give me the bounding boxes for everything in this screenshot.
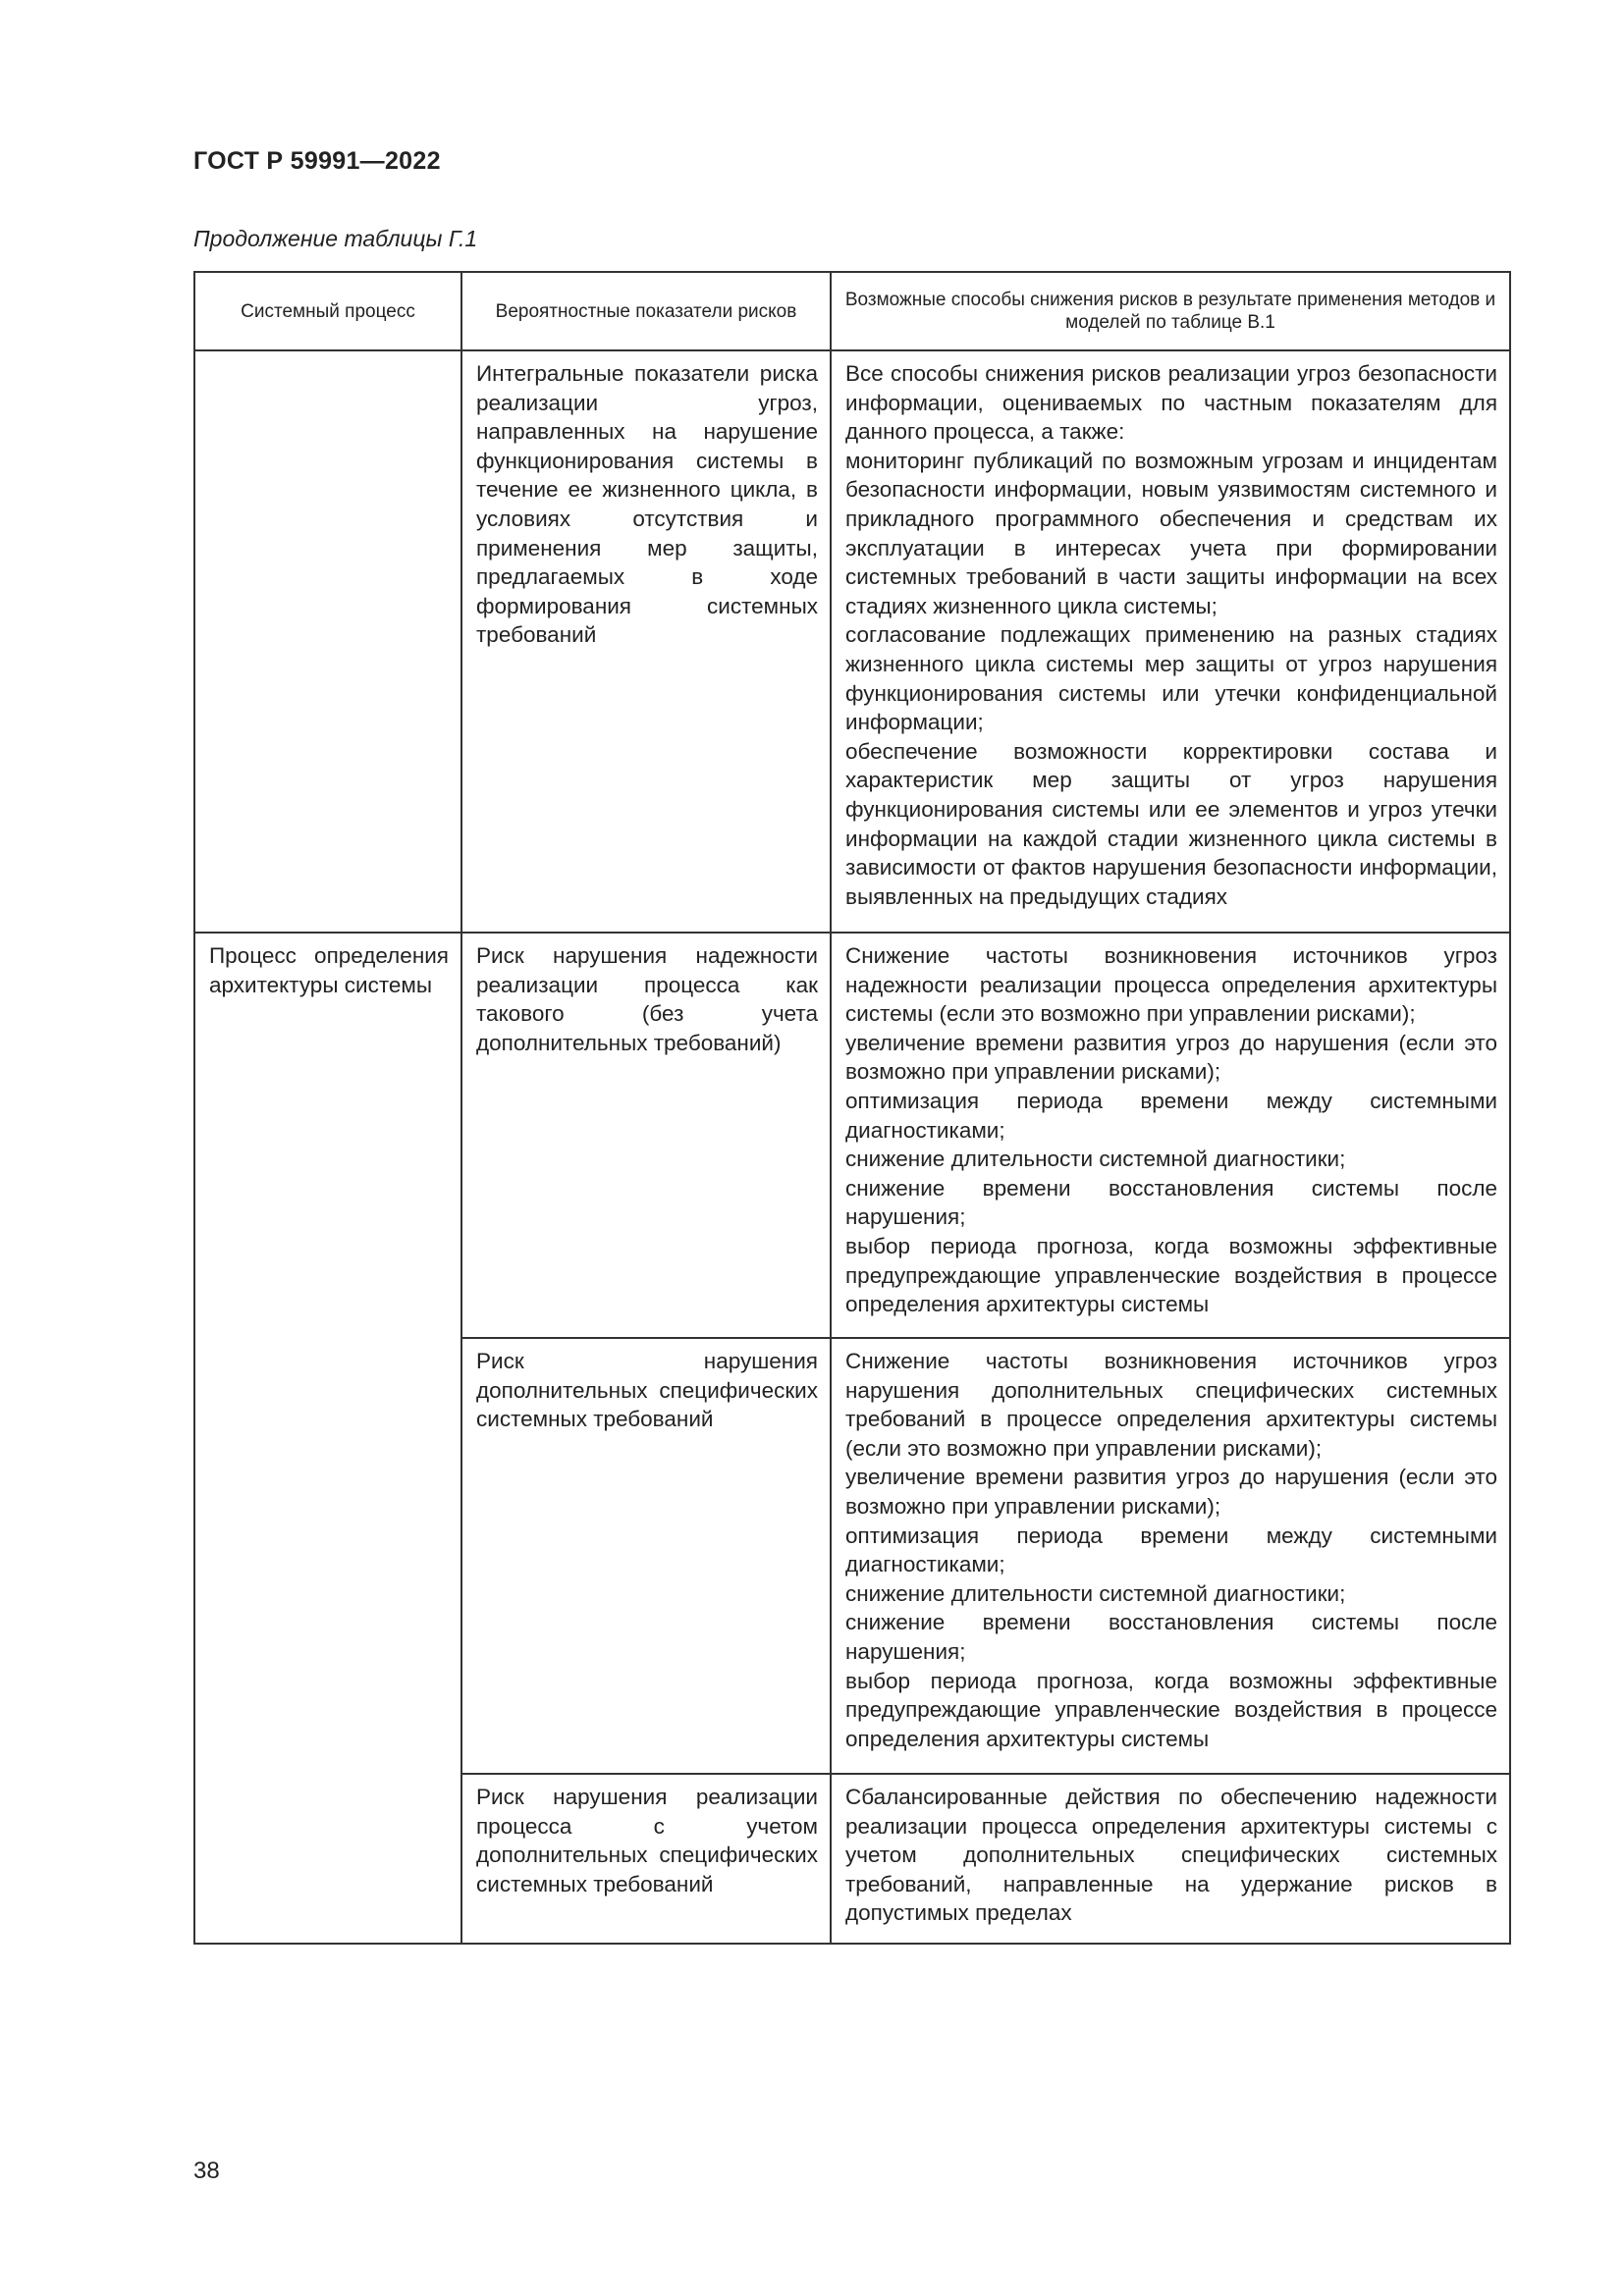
method-item: мониторинг публикаций по возможным угрозам и инцидентам безопасности информации, новым уязвимостям системного и прикладного программного обеспечения и средствам их эксплуатации в интересах учета при формировании системных требований в части защиты информации на всех стадиях жизненного цикла системы; bbox=[845, 448, 1497, 618]
indicator-cell: Интегральные показатели риска реализации угроз, направленных на нарушение функционирования системы в течение ее жизненного цикла, в условиях отсутствия и применения мер защиты, предлагаемых в ходе формирования системных требований bbox=[461, 350, 831, 933]
risk-table bbox=[193, 271, 1511, 1945]
method-item: Снижение частоты возникновения источников угроз нарушения дополнительных специфических системных требований в процессе определения архитектуры системы (если это возможно при управлении рисками); bbox=[845, 1349, 1497, 1461]
process-cell bbox=[194, 350, 461, 933]
method-item: оптимизация периода времени между системными диагностиками; bbox=[845, 1088, 1497, 1143]
method-item: снижение длительности системной диагностики; bbox=[845, 1580, 1346, 1606]
indicator-cell: Риск нарушения дополнительных специфических системных требований bbox=[461, 1338, 831, 1774]
method-item: согласование подлежащих применению на разных стадиях жизненного цикла системы мер защиты от угроз нарушения функционирования системы или утечки конфиденциальной информации; bbox=[845, 622, 1497, 735]
table-header-row bbox=[194, 272, 1510, 350]
table-row bbox=[194, 350, 1510, 933]
method-item: увеличение времени развития угроз до нарушения (если это возможно при управлении рисками); bbox=[845, 1465, 1497, 1519]
method-item: снижение времени восстановления системы после нарушения; bbox=[845, 1175, 1497, 1230]
method-item: Снижение частоты возникновения источников угроз надежности реализации процесса определения архитектуры системы (если это возможно при управлении рисками); bbox=[845, 943, 1497, 1027]
method-item: снижение длительности системной диагностики; bbox=[845, 1147, 1346, 1172]
method-item: снижение времени восстановления системы после нарушения; bbox=[845, 1610, 1497, 1664]
method-item: оптимизация периода времени между системными диагностиками; bbox=[845, 1522, 1497, 1577]
method-item: обеспечение возможности корректировки состава и характеристик мер защиты от угроз нарушения функционирования системы или ее элементов и угроз утечки информации на каждой стадии жизненного цикла системы в зависимости от фактов нарушения безопасности информации, выявленных на предыдущих стадиях bbox=[845, 738, 1497, 909]
document-code: ГОСТ Р 59991—2022 bbox=[193, 147, 441, 175]
method-item: увеличение времени развития угроз до нарушения (если это возможно при управлении рисками); bbox=[845, 1030, 1497, 1085]
method-item: Все способы снижения рисков реализации угроз безопасности информации, оцениваемых по частным показателям для данного процесса, а также: bbox=[845, 361, 1497, 445]
indicator-cell: Риск нарушения надежности реализации процесса как такового (без учета дополнительных требований) bbox=[461, 933, 831, 1338]
page-number: 38 bbox=[193, 2158, 220, 2184]
method-item: выбор периода прогноза, когда возможны эффективные предупреждающие управленческие воздействия в процессе определения архитектуры системы bbox=[845, 1668, 1497, 1751]
table-row bbox=[194, 933, 1510, 1338]
process-cell: Процесс определения архитектуры системы bbox=[194, 933, 461, 1944]
indicator-cell: Риск нарушения реализации процесса с учетом дополнительных специфических системных требований bbox=[461, 1774, 831, 1944]
method-item: Сбалансированные действия по обеспечению надежности реализации процесса определения архитектуры системы с учетом дополнительных специфических системных требований, направленные на удержание рисков в допустимых пределах bbox=[845, 1785, 1497, 1926]
methods-cell bbox=[831, 933, 1510, 1338]
methods-cell bbox=[831, 350, 1510, 933]
methods-cell bbox=[831, 1774, 1510, 1944]
header-risk-reduction-methods: Возможные способы снижения рисков в результате применения методов и моделей по таблице В.1 bbox=[831, 272, 1510, 350]
table-caption: Продолжение таблицы Г.1 bbox=[193, 226, 478, 251]
method-item: выбор периода прогноза, когда возможны эффективные предупреждающие управленческие воздействия в процессе определения архитектуры системы bbox=[845, 1233, 1497, 1317]
header-system-process: Системный процесс bbox=[194, 272, 461, 350]
header-probability-indicators: Вероятностные показатели рисков bbox=[461, 272, 831, 350]
methods-cell bbox=[831, 1338, 1510, 1774]
